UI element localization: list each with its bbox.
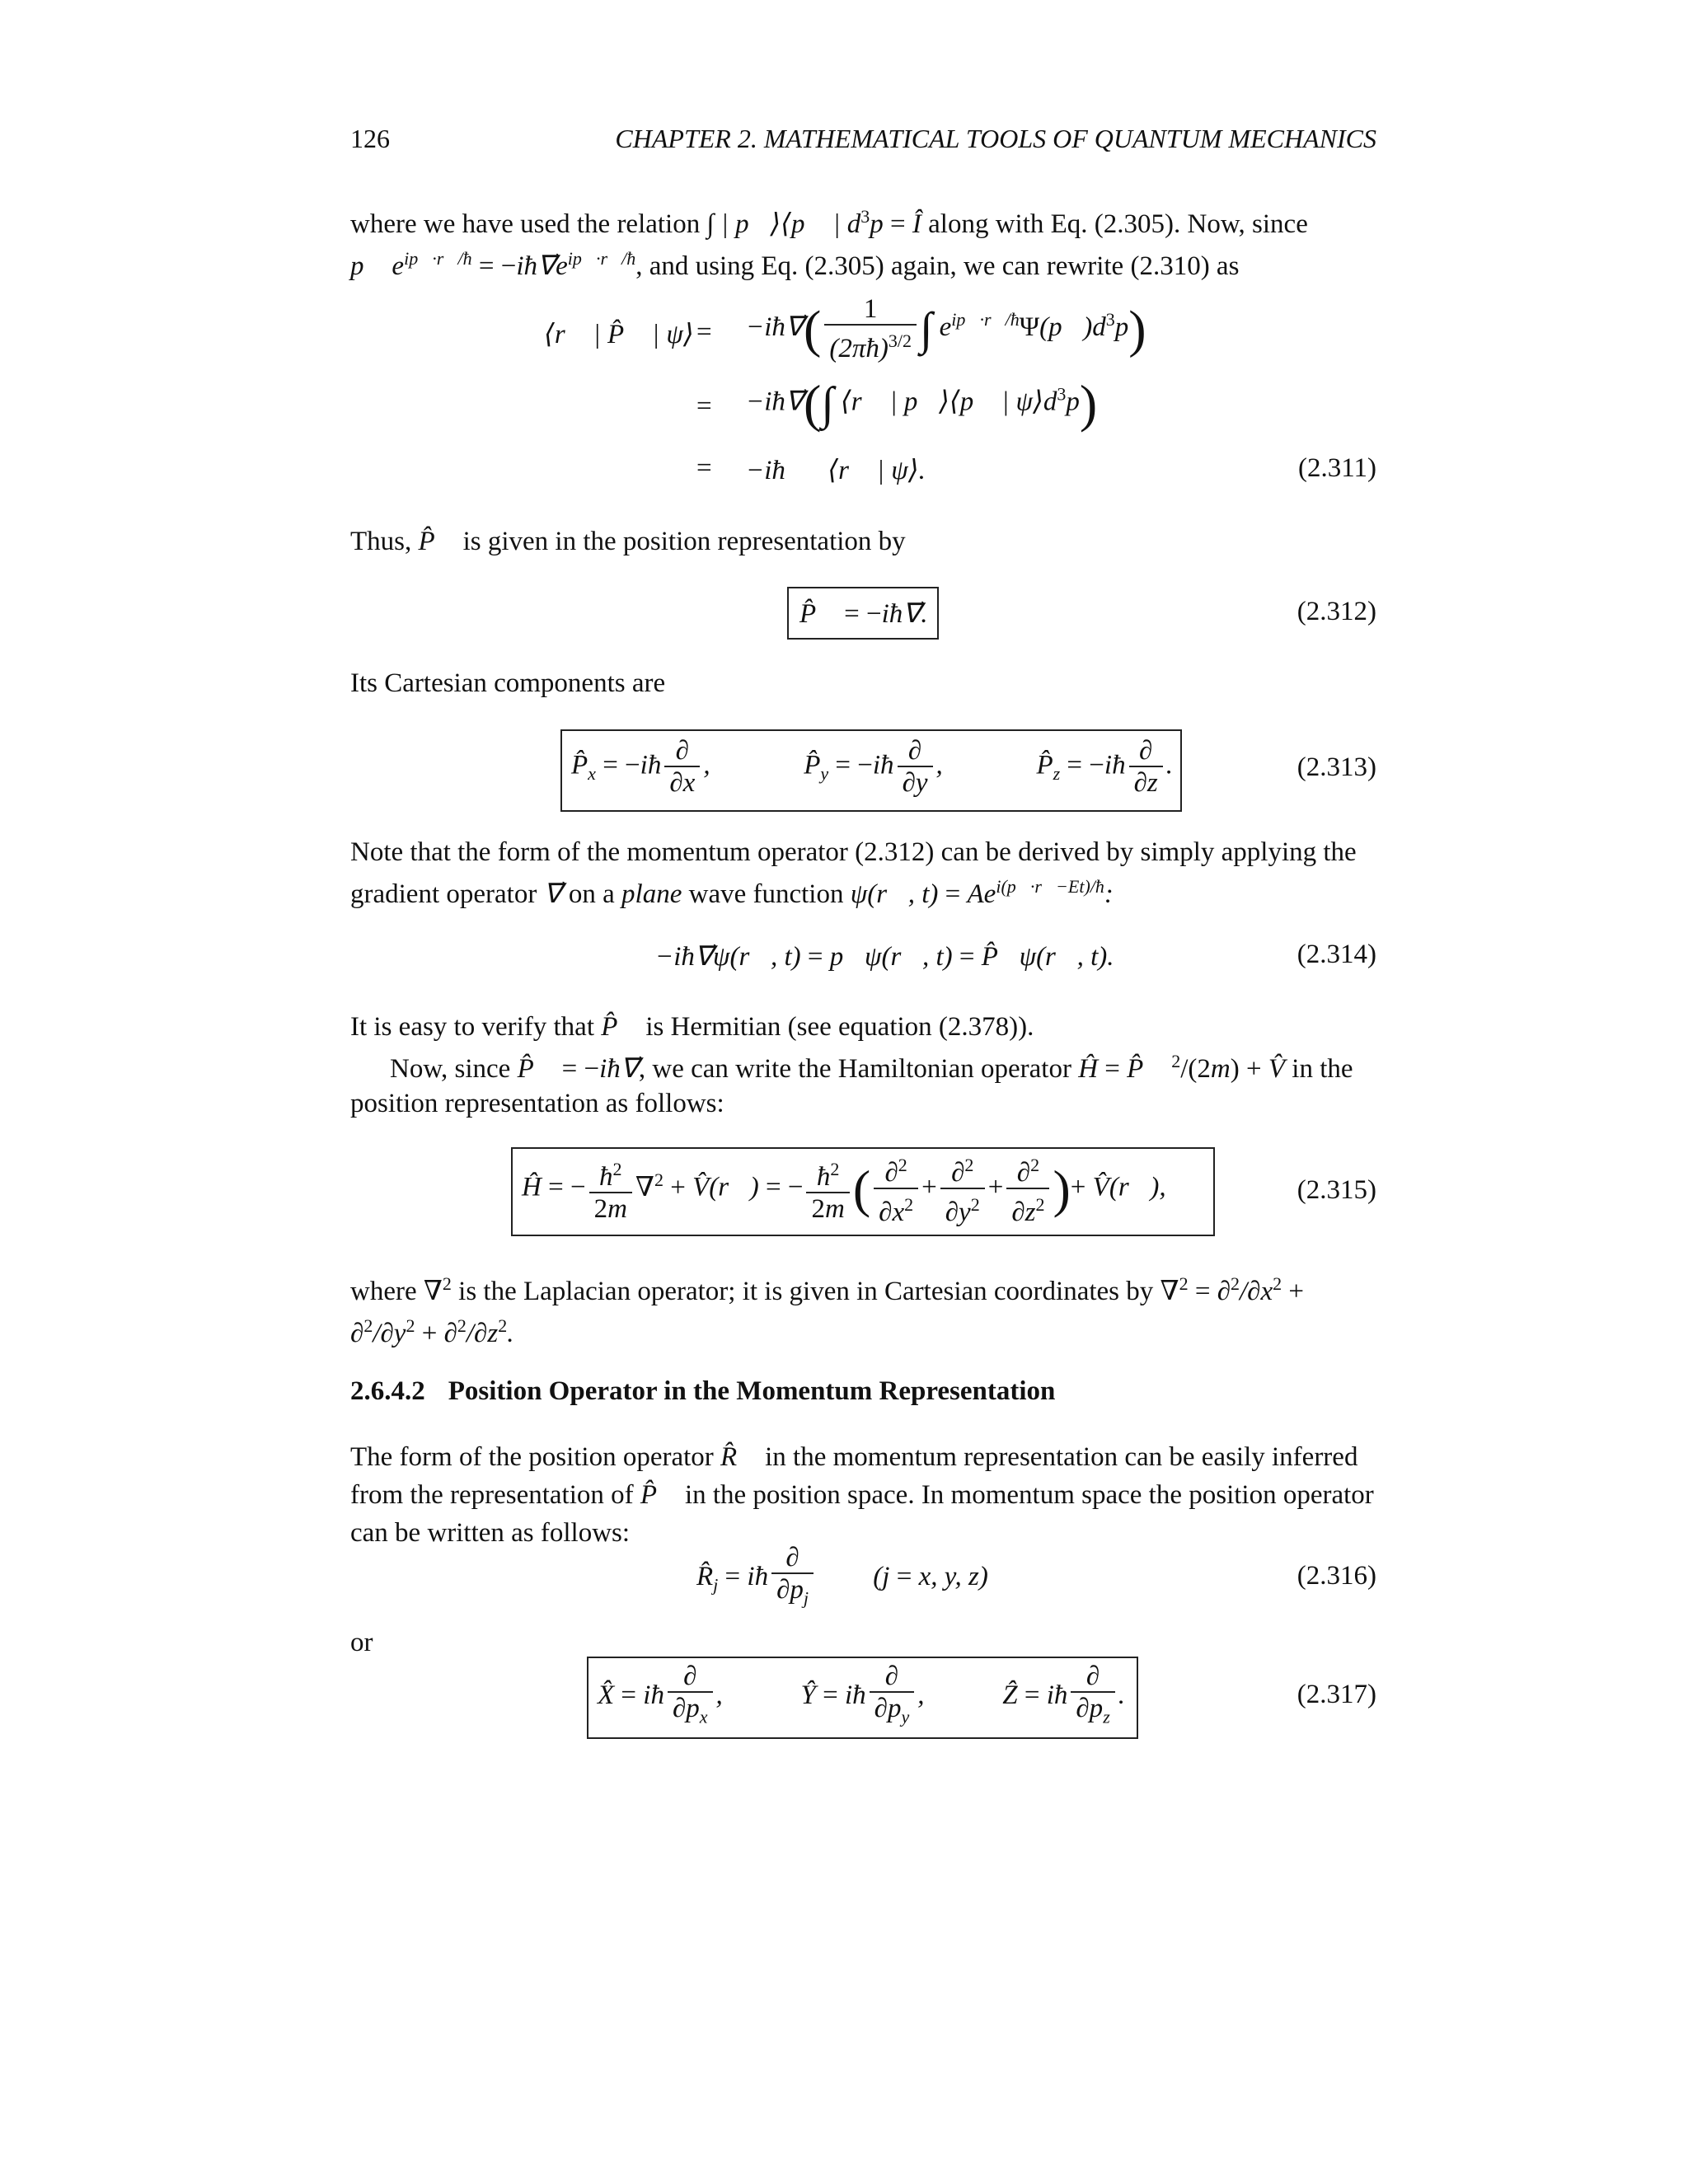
equation-2-312 (350, 587, 1376, 644)
text-fragment: Its Cartesian components are (350, 668, 666, 698)
text-emphasis: plane (621, 879, 682, 909)
equation-2-311 (350, 294, 1376, 499)
text-fragment: where (350, 1277, 417, 1306)
math-eq-sign: = (696, 391, 712, 421)
math-content: $P̂_x$ = −iħ $\frac{\partial}{\partial x}$ , $P̂_y$ = −iħ $\frac{\partial}{\partial y}$ , $P̂_z$ = −iħ $\frac{\partial}{\partial z}$ . (571, 736, 1173, 798)
math-inline: $\partial^2/\partial y^2 + \partial^2/\partial z^2$. (350, 1315, 514, 1348)
paragraph-1 (350, 199, 1376, 284)
page-header (350, 124, 1376, 165)
math-rhs-1: −iħ∇⃗( $\frac{1}{(2\pi ħ)^{3/2}}$ ∫ $e^{ip⃗\cdot r⃗/ħ}\Psi(p⃗)d^3p$) (746, 294, 1146, 363)
equation-2-317 (350, 1657, 1376, 1739)
text-fragment: in the momentum representation can be easily inferred (765, 1442, 1358, 1472)
equation-number: (2.313) (1296, 752, 1376, 782)
text-fragment: or (350, 1628, 373, 1657)
math-inline: $\nabla^2 = \partial^2/\partial x^2$ + (1160, 1273, 1304, 1306)
text-fragment: Thus, (350, 527, 412, 556)
paragraph-4 (350, 835, 1376, 912)
math-inline: ∇$^2$ (423, 1273, 452, 1306)
text-fragment: gradient operator (350, 879, 537, 909)
text-fragment: in the position space. In momentum space the position operator (684, 1480, 1374, 1510)
text-fragment: , and using Eq. (2.305) again, we can rewrite (2.310) as (635, 251, 1240, 281)
equation-2-316 (350, 1543, 1376, 1617)
equation-2-315 (350, 1147, 1376, 1238)
math-inline: ∫ | p⃗⟩⟨p⃗ | $d^3p$ = Î (706, 206, 921, 239)
math-inline: P̂⃗ (418, 527, 457, 556)
paragraph-3 (350, 666, 1376, 701)
paragraph-5 (350, 1010, 1376, 1121)
equation-number: (2.314) (1296, 940, 1376, 969)
paragraph-2 (350, 524, 1376, 559)
section-heading (350, 1376, 1055, 1407)
paragraph-7 (350, 1267, 1376, 1351)
text-fragment: position representation as follows: (350, 1089, 724, 1118)
math-rhs-3: −iħ∇⃗⟨r⃗ | ψ⟩. (746, 456, 926, 485)
text-fragment: It is easy to verify that (350, 1012, 595, 1042)
equation-2-314 (350, 935, 1376, 977)
text-fragment: is Hermitian (see equation (2.378)). (645, 1012, 1034, 1042)
text-fragment: , we can write the Hamiltonian operator (638, 1054, 1071, 1084)
math-inline: P̂⃗ (640, 1480, 678, 1510)
text-fragment: in the (1292, 1054, 1353, 1084)
section-number: 2.6.4.2 (350, 1376, 425, 1406)
math-inline: Ĥ = P̂⃗ $^2$/(2m) + V̂ (1078, 1051, 1286, 1084)
text-fragment: is given in the position representation by (462, 527, 906, 556)
text-fragment: The form of the position operator (350, 1442, 714, 1472)
equation-number: (2.311) (1297, 453, 1376, 483)
text-fragment: on a (568, 879, 615, 909)
math-inline: p⃗ $e^{ip⃗\cdot r⃗/ħ}$ = $-iħ\nabla⃗e^{ip⃗\cdot r⃗/ħ}$ (350, 248, 636, 281)
text-fragment: wave function (688, 879, 844, 909)
math-eq-sign: = (696, 453, 712, 483)
section-title: Position Operator in the Momentum Representation (448, 1376, 1056, 1406)
equation-number: (2.317) (1296, 1680, 1376, 1709)
math-eq-sign: = (696, 317, 712, 347)
math-content: −iħ∇⃗ψ(r⃗, t) = p⃗ψ(r⃗, t) = P̂⃗ψ(r⃗, t). (655, 942, 1114, 972)
math-inline: ψ(r⃗, $t) = Ae^{i(p⃗\cdot r⃗-Et)/ħ}$: (850, 876, 1114, 909)
math-inline: ∇⃗ (543, 879, 562, 909)
text-fragment: where we have used the relation (350, 209, 701, 239)
page-number: 126 (350, 124, 390, 153)
paragraph-or (350, 1625, 1376, 1660)
math-content: $R̂_j$ = iħ $\frac{\partial}{\partial p_j}$ (j = x, y, z) (696, 1543, 988, 1609)
equation-number: (2.315) (1296, 1175, 1376, 1205)
equation-2-313 (350, 729, 1376, 812)
math-content: Ĥ = − $\frac{ħ^2}{2m}$ ∇$^2$ + V̂(r⃗) = − $\frac{ħ^2}{2m}$ ( $\frac{\partial^2}{\partial x^2}$ + $\frac{\partial^2}{\partial y^2}$ + $\frac{\partial^2}{\partial z^2}$ )+ V̂(r⃗), (522, 1151, 1166, 1228)
text-fragment: is the Laplacian operator; it is given in Cartesian coordinates by (458, 1277, 1154, 1306)
equation-number: (2.312) (1296, 597, 1376, 626)
math-lhs: ⟨r⃗ | P̂⃗ | ψ⟩ (544, 320, 694, 349)
math-inline: R̂⃗ (720, 1442, 758, 1472)
text-fragment: along with Eq. (2.305). Now, since (928, 209, 1308, 239)
math-content: X̂ = iħ $\frac{\partial}{\partial p_x}$ , Ŷ = iħ $\frac{\partial}{\partial p_y}$ , Ẑ = iħ $\frac{\partial}{\partial p_z}$ . (598, 1661, 1125, 1727)
math-inline: P̂⃗ = −iħ∇⃗ (517, 1054, 639, 1084)
text-fragment: can be written as follows: (350, 1518, 631, 1548)
equation-number: (2.316) (1296, 1561, 1376, 1591)
math-content: P̂⃗ = −iħ∇⃗. (799, 599, 928, 629)
text-fragment: from the representation of (350, 1480, 634, 1510)
chapter-title: CHAPTER 2. MATHEMATICAL TOOLS OF QUANTUM MECHANICS (615, 124, 1376, 153)
math-rhs-2: −iħ∇⃗(∫ ⟨r⃗ | p⃗⟩⟨p⃗ | $\psi⟩d^3p$) (746, 374, 1098, 433)
text-fragment: Note that the form of the momentum operator (2.312) can be derived by simply applying the (350, 837, 1357, 867)
text-fragment: Now, since (390, 1054, 511, 1084)
paragraph-8 (350, 1438, 1376, 1552)
math-inline: P̂⃗ (601, 1012, 640, 1042)
